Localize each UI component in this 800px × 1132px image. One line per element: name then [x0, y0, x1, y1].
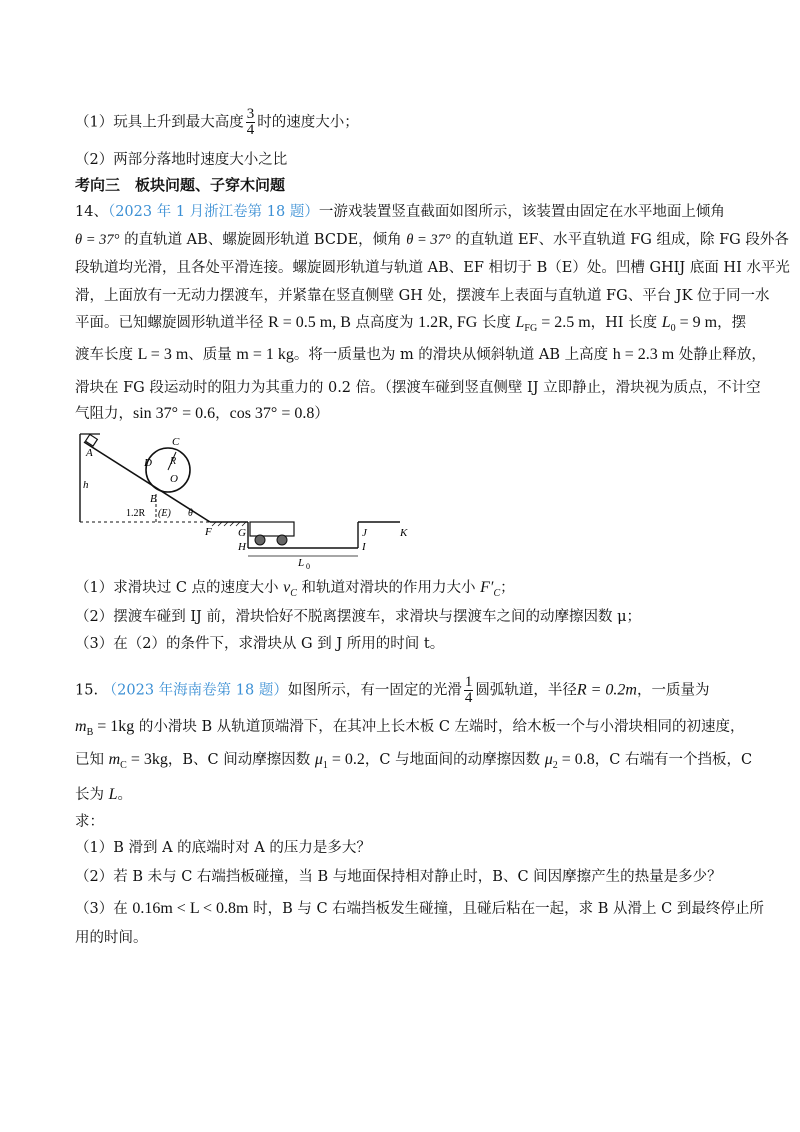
- label-h: h: [83, 479, 89, 491]
- problem-14-line-2: θ = 37° 的直轨道 AB、螺旋圆形轨道 BCDE，倾角 θ = 37° 的直轨道 EF、水平直轨道 FG 组成，除 FG 段外各: [75, 232, 789, 248]
- problem-14-line-1: 14、（2023 年 1 月浙江卷第 18 题）一游戏装置竖直截面如图所示，该装置由固定在水平地面上倾角: [75, 204, 725, 220]
- problem-14-line-8: 气阻力，sin 37° = 0.6，cos 37° = 0.8）: [75, 405, 329, 422]
- label-I: I: [362, 541, 366, 553]
- label-C: C: [172, 436, 180, 448]
- label-R: R: [170, 456, 177, 467]
- problem-15-line-4: 长为 L。: [75, 786, 133, 803]
- label-1-2R: 1.2R: [126, 508, 146, 519]
- label-A: A: [86, 447, 93, 459]
- problem-14-question-1: （1）求滑块过 C 点的速度大小 $v_C$ 和轨道对滑块的作用力大小 $F'_C$；: [75, 579, 515, 599]
- problem-15-question-1: （1）B 滑到 A 的底端时对 A 的压力是多大？: [75, 840, 371, 856]
- problem-14-line-4: 滑，上面放有一无动力摆渡车，并紧靠在竖直侧壁 GH 处，摆渡车上表面与直轨道 FG、平台 JK 位于同一水: [75, 288, 770, 304]
- cart-wheel: [277, 535, 287, 545]
- problem-14-line-6: 渡车长度 L = 3 m、质量 m = 1 kg。将一质量也为 m 的滑块从倾斜轨道 AB 上高度 h = 2.3 m 处静止释放，: [75, 346, 766, 363]
- label-J: J: [362, 527, 367, 539]
- problem-14-line-3: 段轨道均光滑，且各处平滑连接。螺旋圆形轨道与轨道 AB、EF 相切于 B（E）处。凹槽 GHIJ 底面 HI 水平光: [75, 260, 790, 276]
- label-F: F: [205, 526, 212, 538]
- problem-14-line-5: 平面。已知螺旋圆形轨道半径 R = 0.5 m, B 点高度为 1.2R, FG 长度 $L_{FG} = 2.5$ m，HI 长度 $L_0 = 9$ m，摆: [75, 314, 747, 334]
- prev-question-2: （2）两部分落地时速度大小之比: [75, 152, 288, 168]
- fraction-three-quarters: $\frac{3}{4}$: [246, 106, 255, 138]
- label-D: D: [144, 457, 152, 469]
- problem-14-source: （2023 年 1 月浙江卷第 18 题）: [107, 204, 319, 220]
- problem-14-line-7: 滑块在 FG 段运动时的阻力为其重力的 0.2 倍。（摆渡车碰到竖直侧壁 IJ 立即静止，滑块视为质点，不计空: [75, 380, 761, 396]
- problem-15-line-3: 已知 $m_C = 3kg$，B、C 间动摩擦因数 $\mu_1 = 0.2$，C 与地面间的动摩擦因数 $\mu_2 = 0.8$，C 右端有一个挡板，C: [75, 751, 753, 771]
- problem-15-ask: 求：: [75, 814, 104, 830]
- problem-15-line-1: 15. （2023 年海南卷第 18 题）如图所示，有一固定的光滑 $\frac{1}{4}$ 圆弧轨道，半径R = 0.2m，一质量为: [75, 674, 710, 706]
- problem-14-question-2: （2）摆渡车碰到 IJ 前，滑块恰好不脱离摆渡车，求滑块与摆渡车之间的动摩擦因数 μ；: [75, 609, 642, 625]
- track-diagram: [70, 430, 430, 570]
- label-H: H: [238, 541, 246, 553]
- problem-15-line-2: $m_B = 1kg$ 的小滑块 B 从轨道顶端滑下，在其冲上长木板 C 左端时，给木板一个与小滑块相同的初速度，: [75, 718, 745, 738]
- problem-15-question-2: （2）若 B 未与 C 右端挡板碰撞，当 B 与地面保持相对静止时，B、C 间因摩擦产生的热量是多少？: [75, 869, 722, 885]
- prev-question-1: （1）玩具上升到最大高度 $\frac{3}{4}$ 时的速度大小；: [75, 106, 359, 138]
- problem-15-question-3: （3）在 0.16m < L < 0.8m 时，B 与 C 右端挡板发生碰撞，且碰后粘在一起，求 B 从滑上 C 到最终停止所: [75, 900, 764, 917]
- label-E: (E): [158, 508, 171, 519]
- fraction-one-quarter: $\frac{1}{4}$: [464, 674, 473, 706]
- problem-14-question-3: （3）在（2）的条件下，求滑块从 G 到 J 所用的时间 t。: [75, 636, 445, 652]
- cart-wheel: [255, 535, 265, 545]
- label-L0: L: [298, 557, 305, 569]
- label-O: O: [170, 473, 178, 485]
- ferry-cart: [250, 522, 294, 536]
- label-L0-sub: 0: [306, 562, 310, 570]
- label-B: B: [150, 493, 157, 505]
- problem-15-source: （2023 年海南卷第 18 题）: [102, 682, 288, 699]
- section-title: 考向三 板块问题、子穿木问题: [75, 176, 286, 194]
- label-G: G: [238, 527, 246, 539]
- label-theta: θ: [188, 508, 193, 519]
- label-K: K: [400, 527, 408, 539]
- problem-15-question-3-cont: 用的时间。: [75, 930, 148, 946]
